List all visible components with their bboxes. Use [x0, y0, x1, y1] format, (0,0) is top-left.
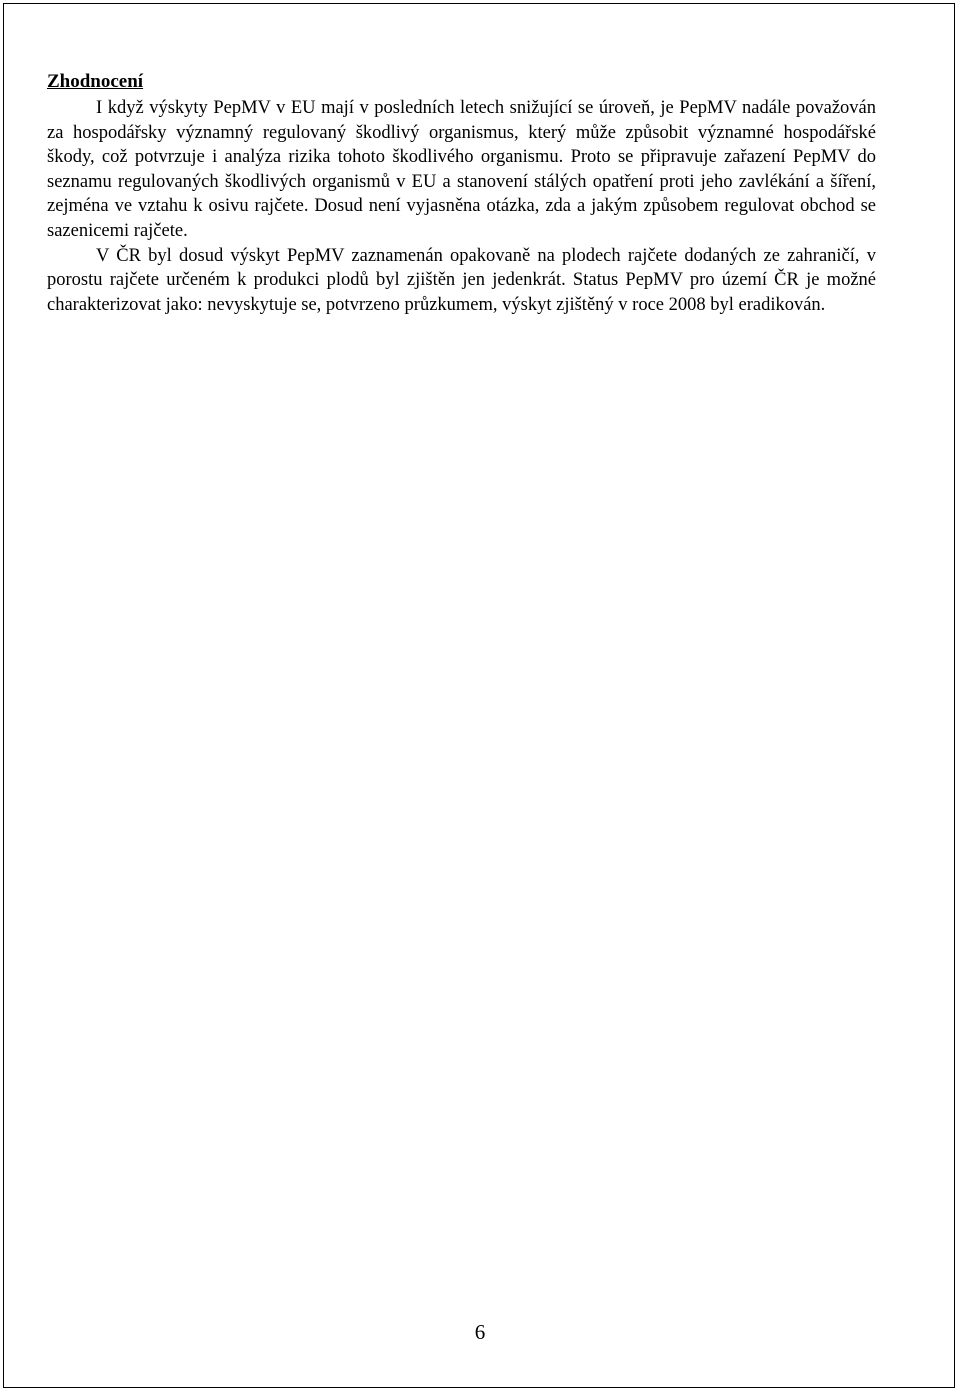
paragraph-2: V ČR byl dosud výskyt PepMV zaznamenán opakovaně na plodech rajčete dodaných ze zahraničí, v porostu rajčete určeném k produkci plodů byl zjištěn jen jedenkrát. Status PepMV pro území ČR je možné charakterizovat jako: nevyskytuje se, potvrzeno průzkumem, výskyt zjištěný v roce 2008 byl eradikován. [47, 245, 876, 315]
paragraph-1: I když výskyty PepMV v EU mají v posledních letech snižující se úroveň, je PepMV nadále považován za hospodářsky významný regulovaný škodlivý organismus, který může způsobit významné hospodářské škody, což potvrzuje i analýza rizika tohoto škodlivého organismu. Proto se připravuje zařazení PepMV do seznamu regulovaných škodlivých organismů v EU a stanovení stálých opatření proti jeho zavlékání a šíření, zejména ve vztahu k osivu rajčete. Dosud není vyjasněna otázka, zda a jakým způsobem regulovat obchod se sazenicemi rajčete. [47, 98, 876, 241]
document-body [47, 68, 876, 317]
section-heading: Zhodnocení [47, 71, 144, 92]
page-number: 6 [474, 1320, 486, 1344]
